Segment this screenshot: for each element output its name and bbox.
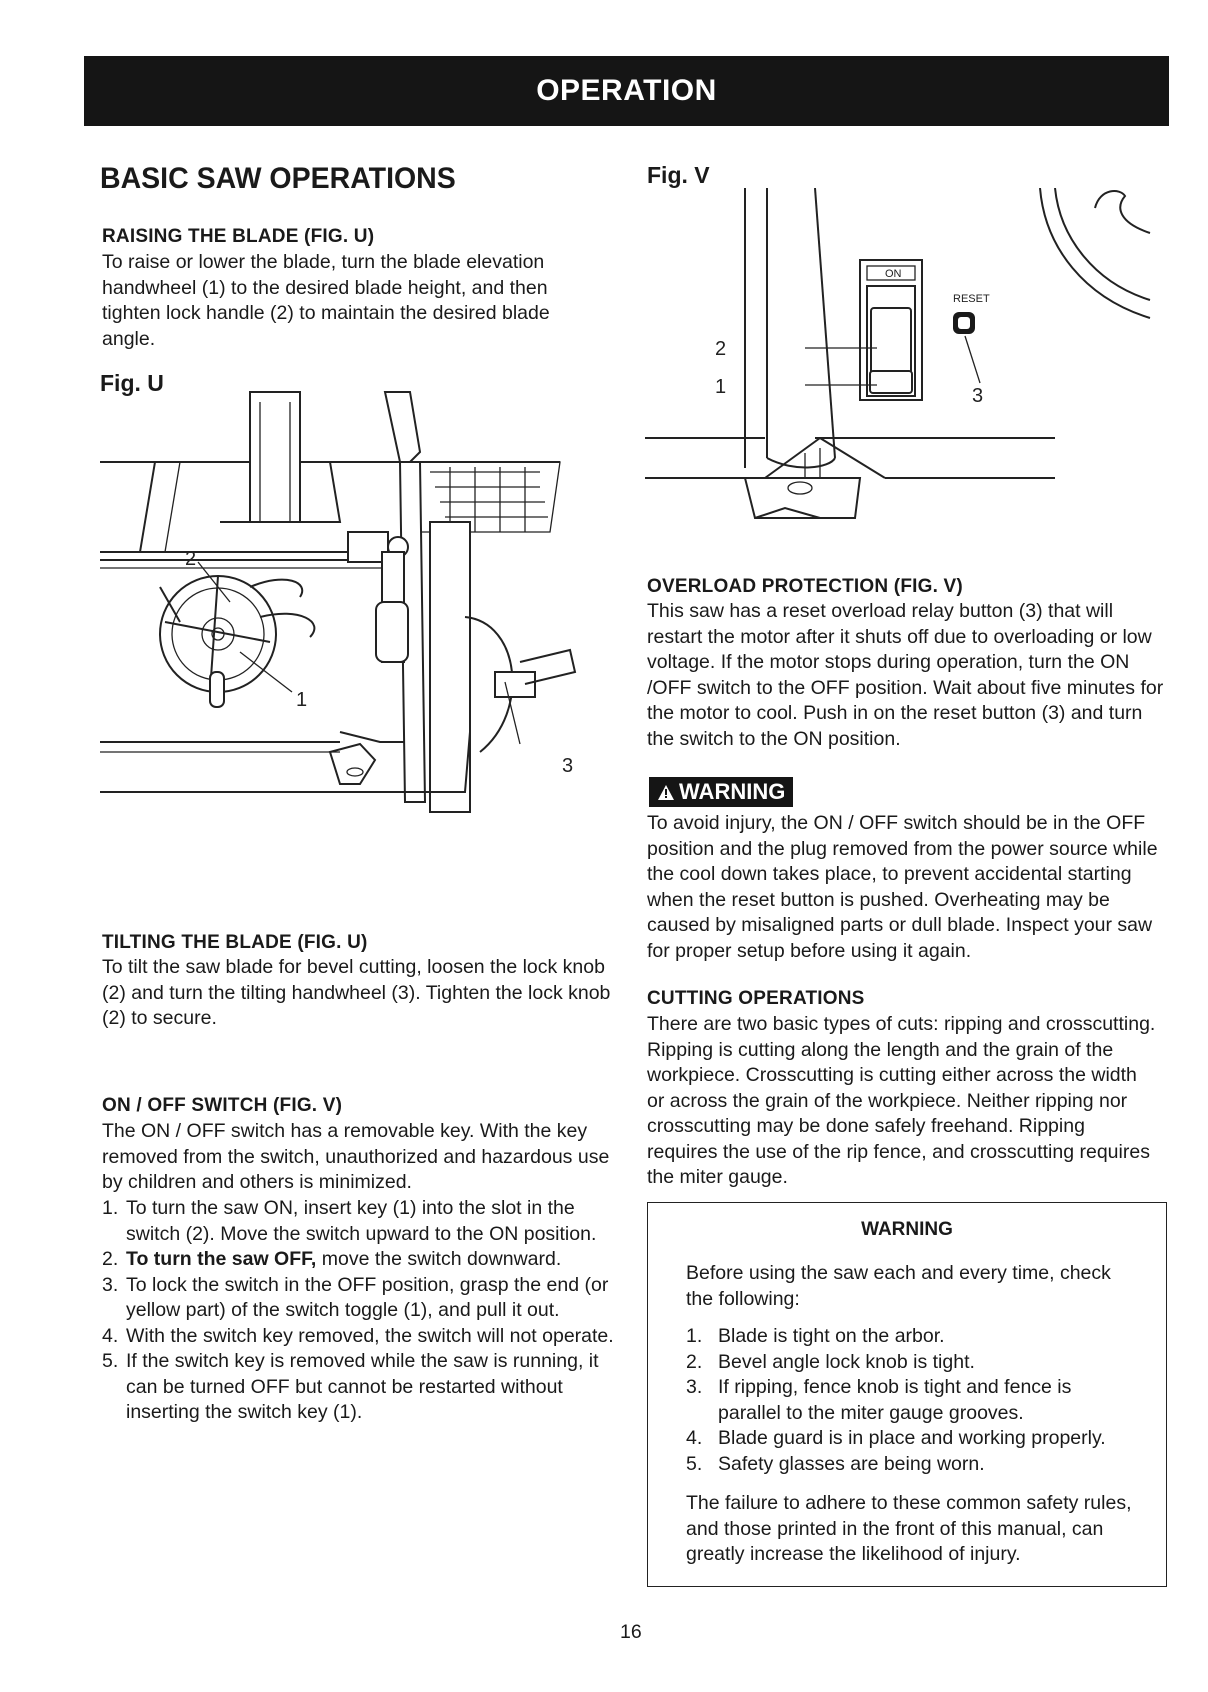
list-item: 2. To turn the saw OFF, move the switch downward. [102, 1248, 562, 1270]
list-item: 4. Blade guard is in place and working properly. [686, 1427, 1106, 1449]
warning-box-intro: Before using the saw each and every time, check the following: [686, 1262, 1111, 1310]
list-item: 3. If ripping, fence knob is tight and fence is parallel to the miter gauge grooves. [686, 1376, 1072, 1424]
onoff-steps [102, 1196, 622, 1426]
page-number: 16 [620, 1621, 642, 1643]
overload-heading: OVERLOAD PROTECTION (FIG. V) [647, 576, 963, 597]
warning-box-list [686, 1324, 1136, 1477]
onoff-body: The ON / OFF switch has a removable key. With the key removed from the switch, unauthorized and hazardous use by children and others is minimized. [102, 1120, 610, 1193]
fig-v-illustration [645, 188, 1165, 558]
list-item: 4. With the switch key removed, the switch will not operate. [102, 1324, 614, 1347]
fig-u-label: Fig. U [100, 370, 164, 396]
page-title: OPERATION [536, 74, 717, 107]
warning-triangle-icon [657, 784, 675, 801]
cutting-heading: CUTTING OPERATIONS [647, 988, 865, 1009]
tilting-heading: TILTING THE BLADE (FIG. U) [102, 932, 368, 953]
tilting-body: To tilt the saw blade for bevel cutting, loosen the lock knob (2) and turn the tilting handwheel (3). Tighten the lock knob (2) to secure. [102, 956, 611, 1029]
warning-checklist-box [647, 1202, 1167, 1587]
list-item: 2. Bevel angle lock knob is tight. [686, 1350, 975, 1373]
fig-u-callout-3: 3 [562, 755, 574, 777]
fig-u-illustration [100, 372, 620, 868]
list-item: 1. Blade is tight on the arbor. [686, 1325, 945, 1347]
fig-v-callout-3: 3 [972, 385, 984, 407]
raising-heading: RAISING THE BLADE (FIG. U) [102, 226, 375, 247]
fig-u-callout-1: 1 [296, 689, 308, 711]
section-title: BASIC SAW OPERATIONS [100, 162, 456, 195]
list-item: 5. If the switch key is removed while the saw is running, it can be turned OFF but cannot be restarted without inserting the switch key (1). [102, 1350, 599, 1423]
header-banner [84, 56, 1169, 126]
fig-v-label: Fig. V [647, 162, 710, 188]
switch-on-text: ON [885, 268, 902, 280]
raising-body: To raise or lower the blade, turn the blade elevation handwheel (1) to the desired blade height, and then tighten lock handle (2) to maintain the desired blade angle. [102, 251, 550, 350]
fig-v-callout-1: 1 [715, 376, 727, 398]
list-item: 3. To lock the switch in the OFF position, grasp the end (or yellow part) of the switch toggle (1), and pull it out. [102, 1273, 609, 1321]
warning-box-outro: The failure to adhere to these common safety rules, and those printed in the front of this manual, can greatly increase the likelihood of injury. [686, 1492, 1132, 1565]
warning-badge: WARNING [649, 777, 793, 807]
cutting-body: There are two basic types of cuts: ripping and crosscutting. Ripping is cutting along the length and the grain of the workpiece. Crosscutting is cutting either across the width or across the grain of the workpiece. Neither ripping nor crosscutting may be done safely freehand. Ripping requires the use of the rip fence, and crosscutting requires the miter gauge. [647, 1013, 1156, 1188]
list-item: 1. To turn the saw ON, insert key (1) into the slot in the switch (2). Move the switch upward to the ON position. [102, 1197, 597, 1245]
fig-v-callout-2: 2 [715, 338, 727, 360]
reset-text: RESET [953, 293, 990, 305]
warning-text: To avoid injury, the ON / OFF switch should be in the OFF position and the plug removed from the power source while the cool down takes place, to prevent accidental starting when the reset button is pushed. Overheating may be caused by misaligned parts or dull blade. Inspect your saw for proper setup before using it again. [647, 812, 1158, 962]
overload-body: This saw has a reset overload relay button (3) that will restart the motor after it shuts off due to overloading or low voltage. If the motor stops during operation, turn the ON /OFF switch to the OFF position. Wait about five minutes for the motor to cool. Push in on the reset button (3) and turn the switch to the ON position. [647, 600, 1164, 750]
list-item: 5. Safety glasses are being worn. [686, 1452, 985, 1475]
onoff-heading: ON / OFF SWITCH (FIG. V) [102, 1095, 343, 1116]
warning-box-title: WARNING [861, 1219, 953, 1240]
fig-u-callout-2: 2 [185, 548, 197, 570]
